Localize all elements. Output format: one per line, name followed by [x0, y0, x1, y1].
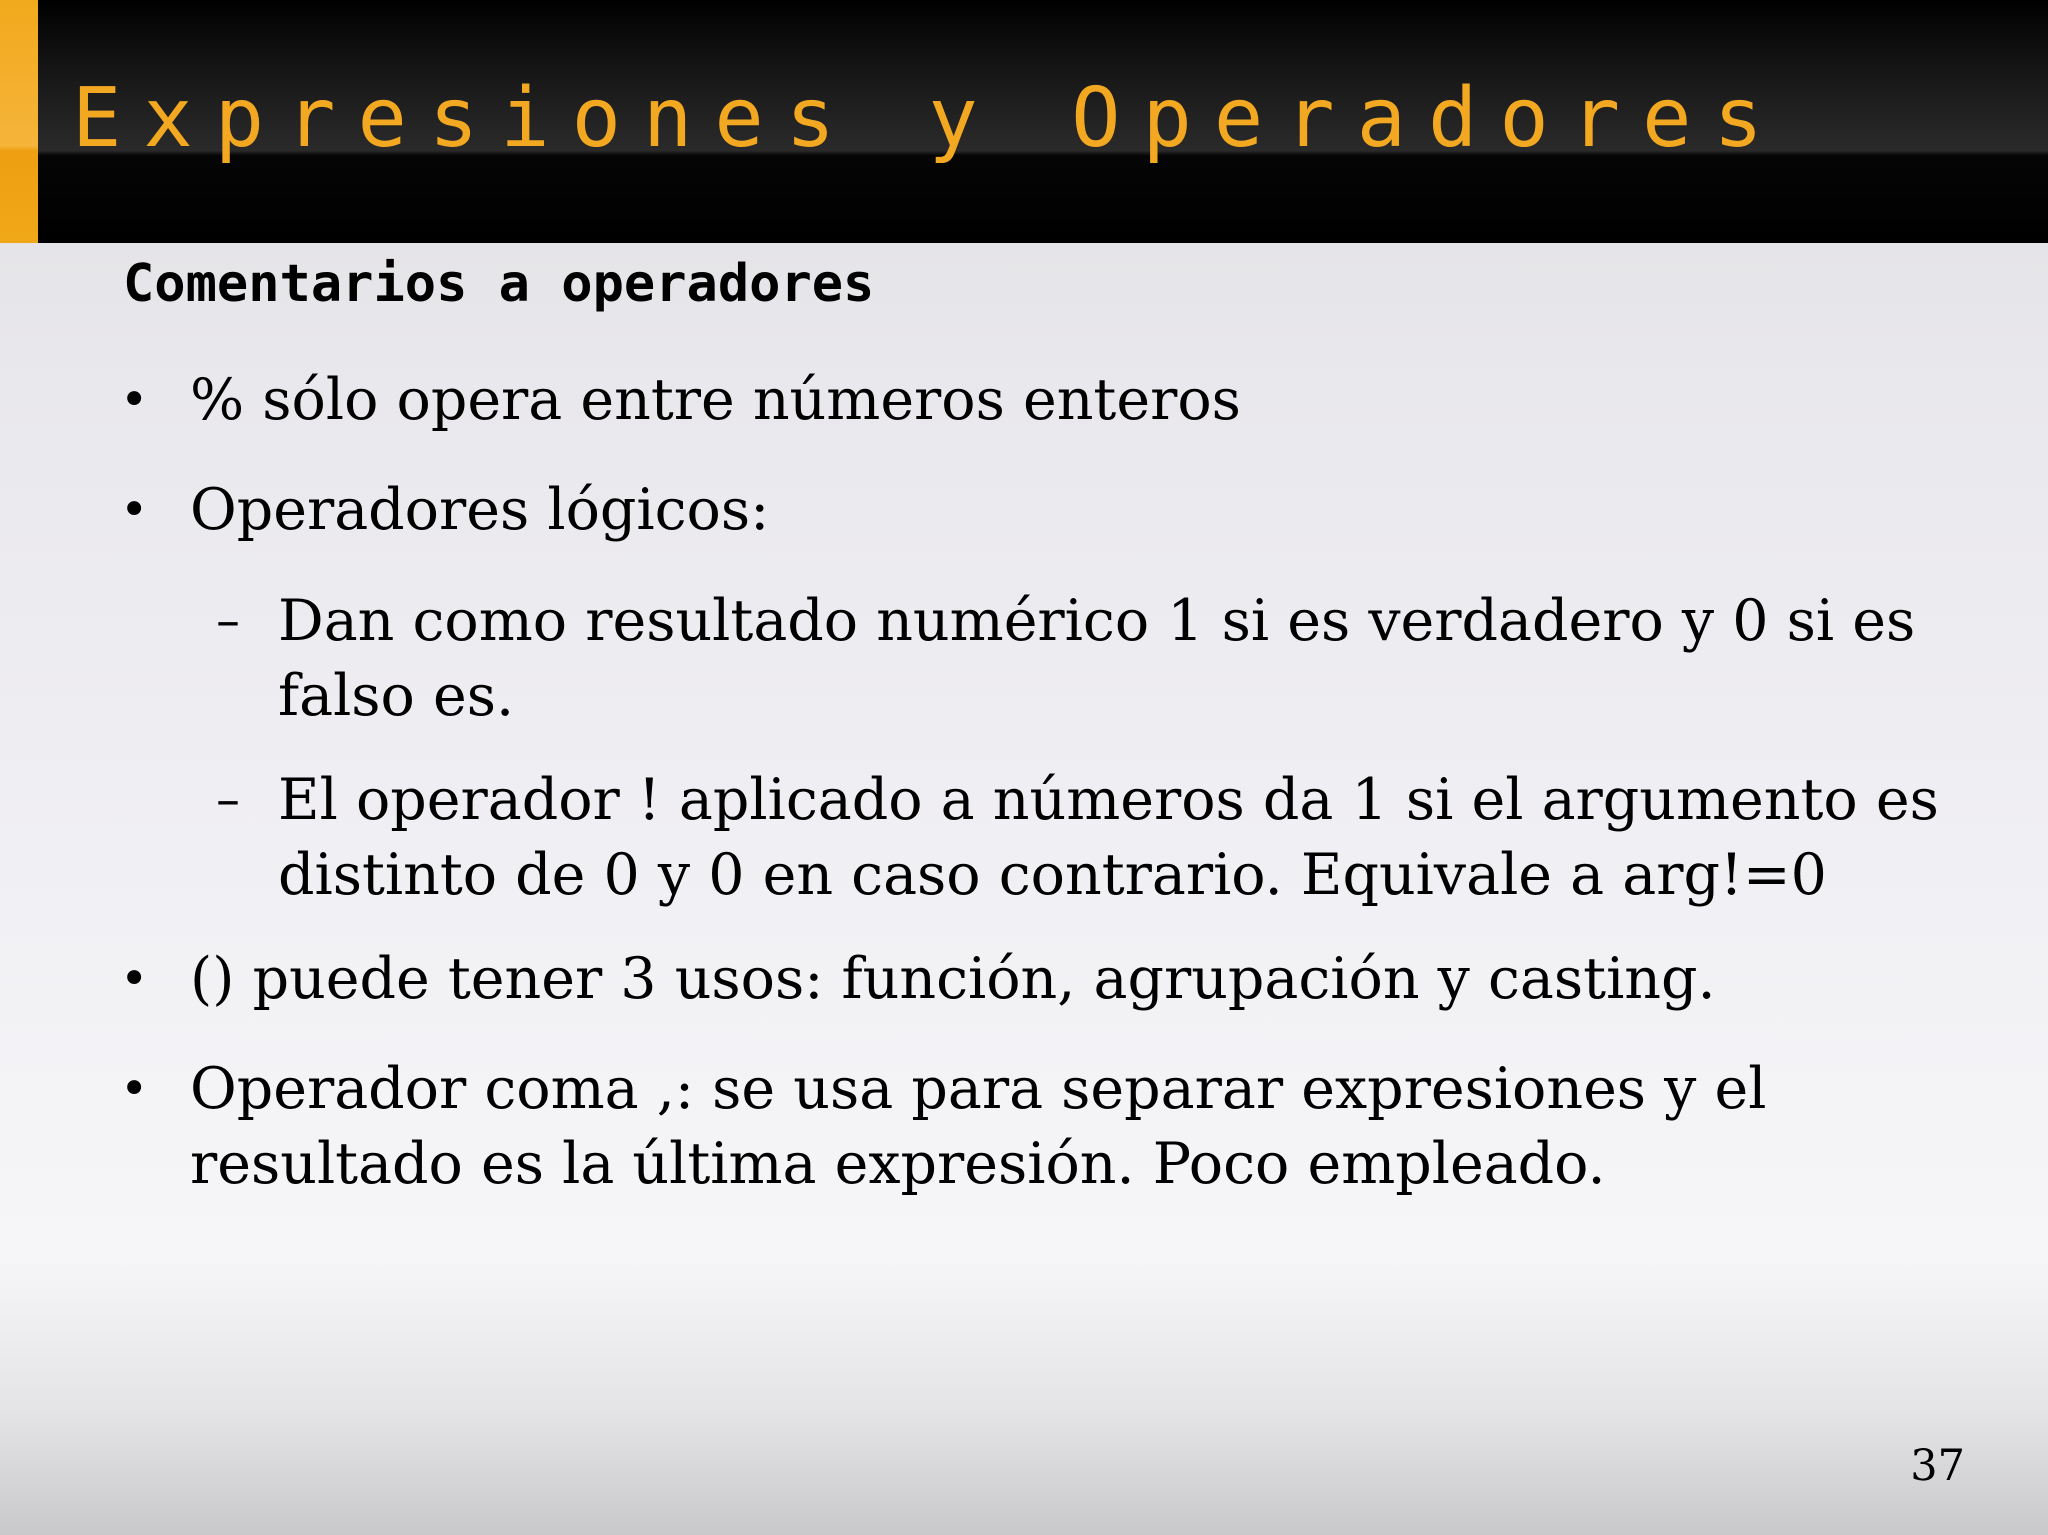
- dash-icon: –: [216, 772, 240, 828]
- title-bar: [0, 0, 2048, 243]
- list-item: % sólo opera entre números enteros: [190, 367, 1241, 433]
- list-item: Operador coma ,: se usa para separar expresiones y el resultado es la última expresión. Poco empleado.: [190, 1056, 1767, 1197]
- accent-strip: [0, 0, 38, 243]
- dash-icon: –: [216, 593, 240, 649]
- bullet-icon: •: [120, 372, 149, 428]
- bullet-icon: •: [120, 951, 149, 1007]
- sub-list-item: Dan como resultado numérico 1 si es verdadero y 0 si es falso es.: [278, 588, 1916, 729]
- list-item: Operadores lógicos:: [190, 477, 770, 543]
- slide-title: Expresiones y Operadores: [72, 71, 1785, 166]
- slide-subtitle: Comentarios a operadores: [123, 254, 875, 314]
- sub-list-item: El operador ! aplicado a números da 1 si el argumento es distinto de 0 y 0 en caso contrario. Equivale a arg!=0: [278, 767, 1939, 908]
- page-number: 37: [1910, 1441, 1965, 1491]
- bullet-icon: •: [120, 482, 149, 538]
- list-item: () puede tener 3 usos: función, agrupación y casting.: [190, 946, 1716, 1012]
- bullet-icon: •: [120, 1061, 149, 1117]
